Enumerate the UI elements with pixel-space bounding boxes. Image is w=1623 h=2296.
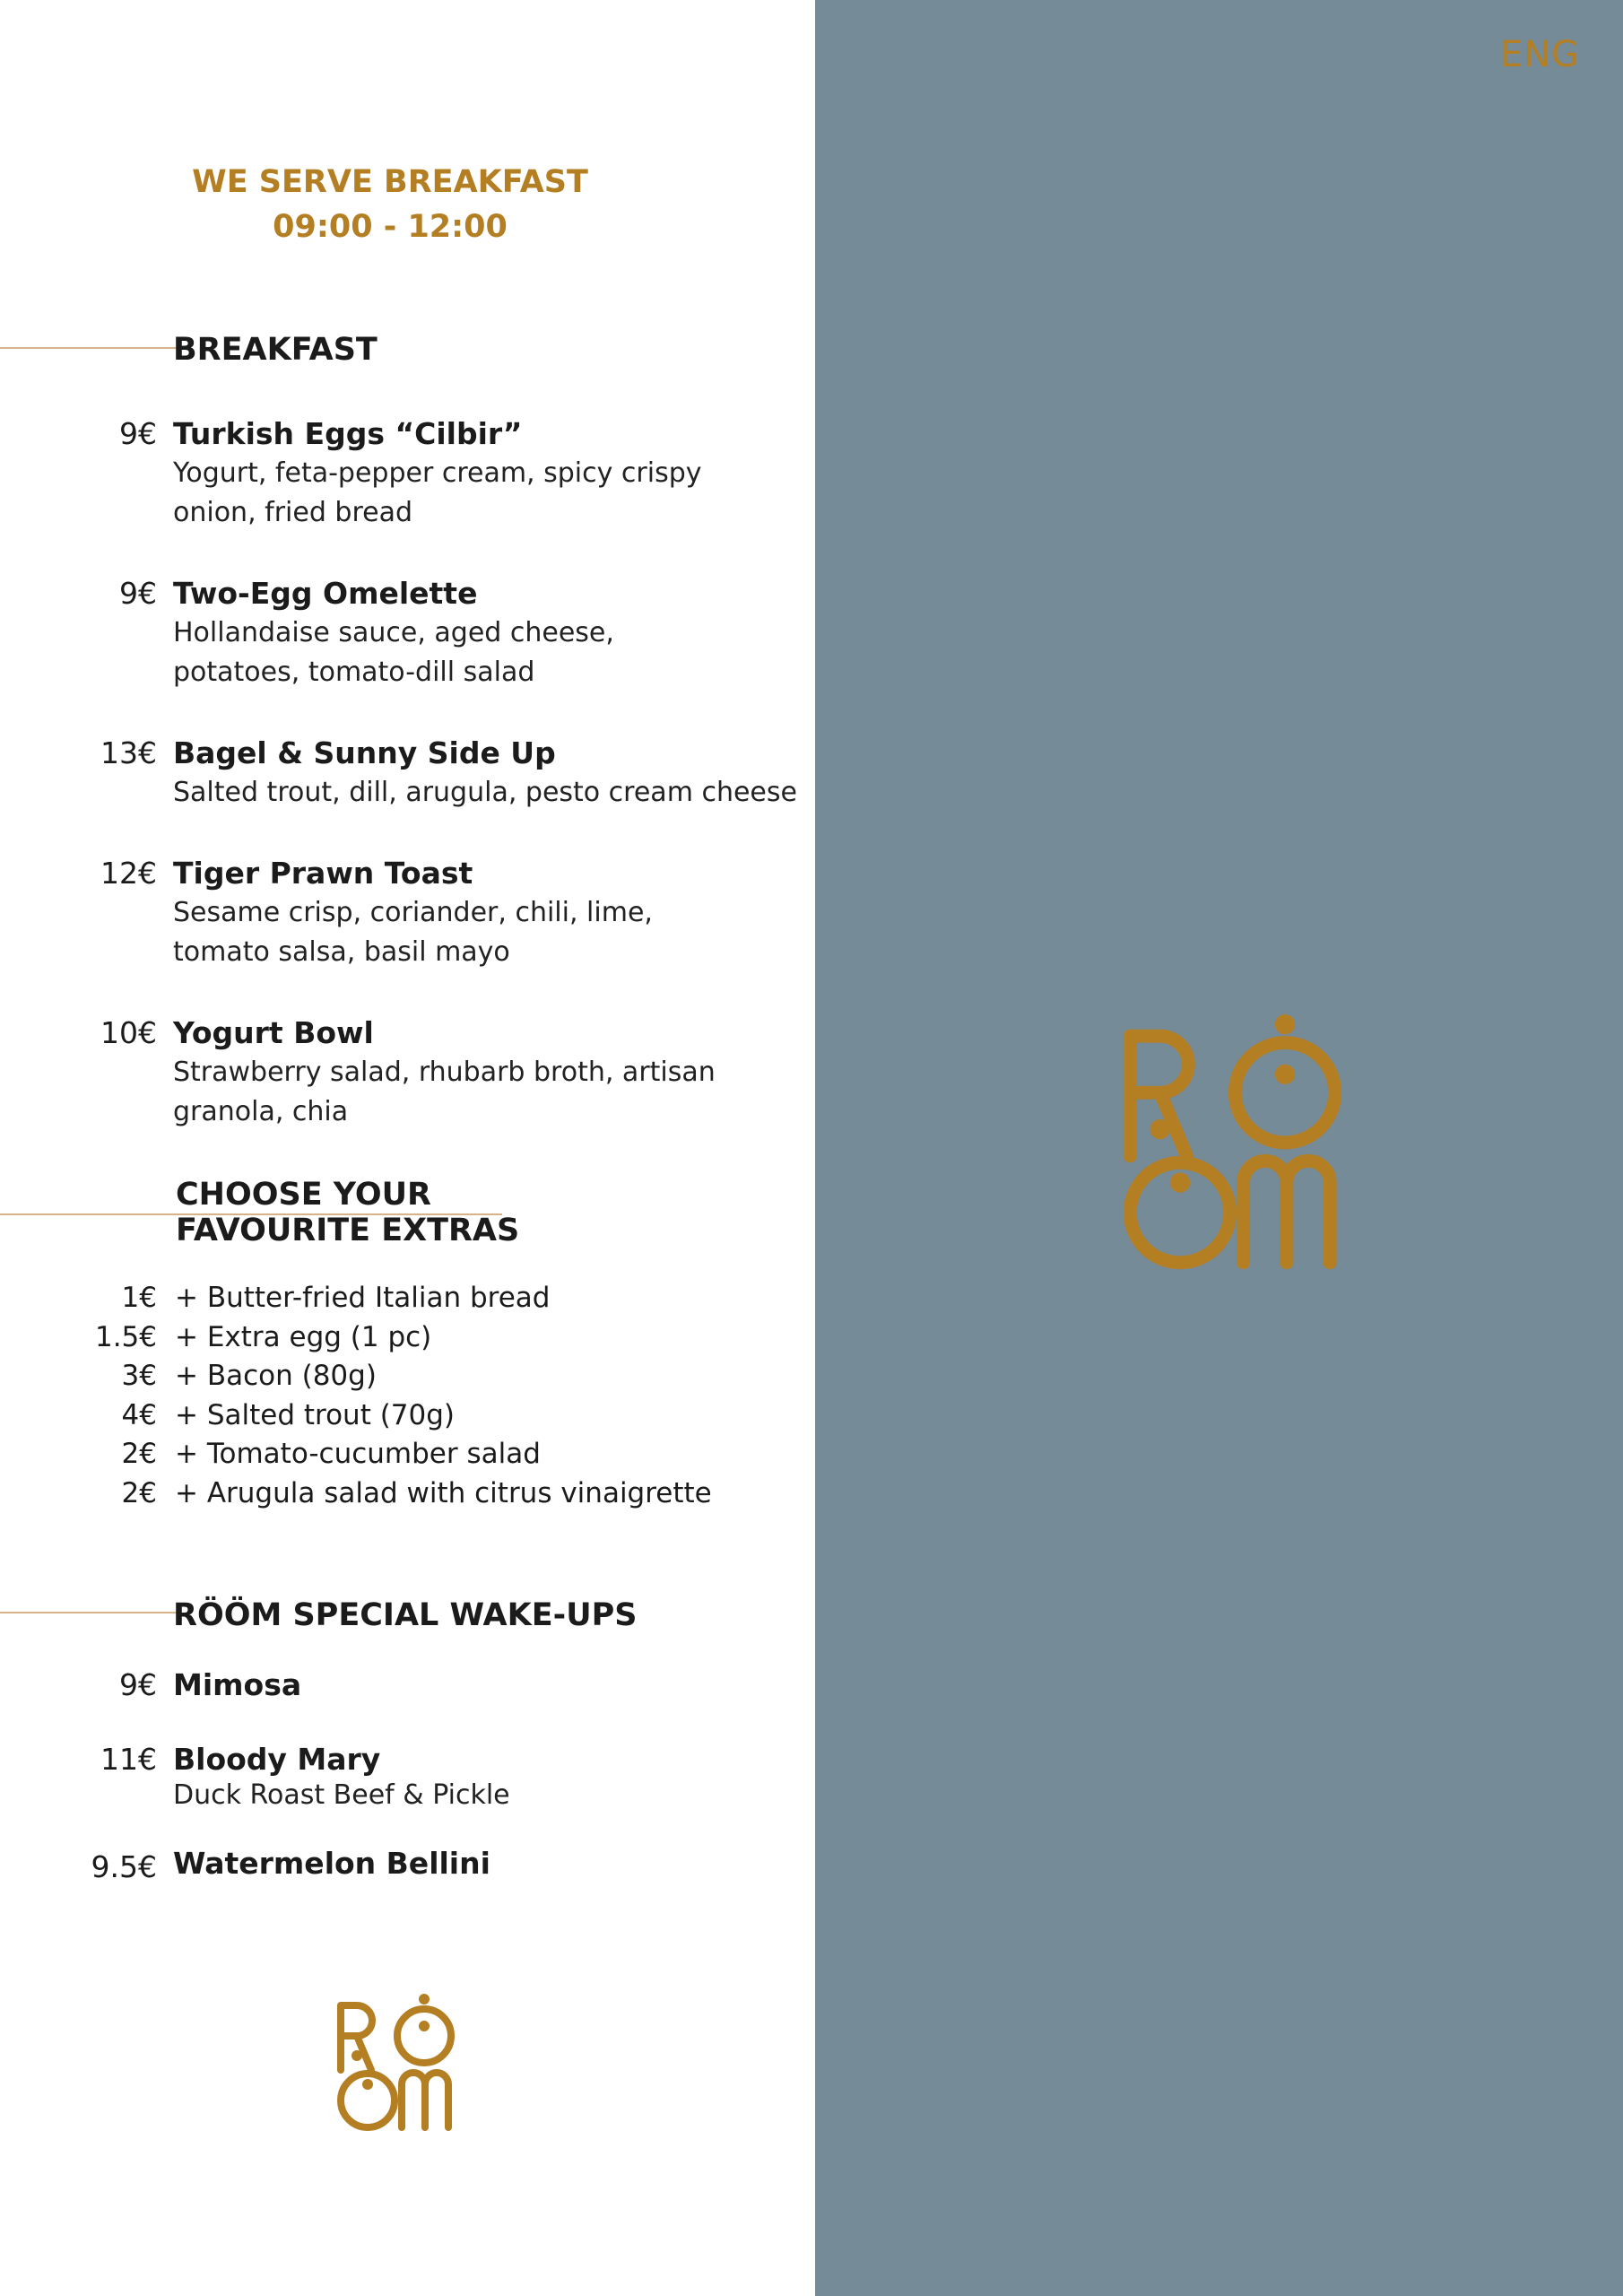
extra-label: + Butter-fried Italian bread <box>175 1282 551 1314</box>
extra-price: 1€ <box>121 1282 157 1314</box>
extra-item <box>0 1396 807 1435</box>
extra-price: 1.5€ <box>94 1321 157 1353</box>
room-logo-icon <box>330 1993 456 2133</box>
item-price: 10€ <box>100 1015 157 1050</box>
item-name: Yogurt Bowl <box>173 1015 374 1050</box>
breakfast-hours <box>0 160 780 249</box>
item-price: 9€ <box>119 416 157 451</box>
item-price: 9€ <box>119 1667 157 1702</box>
extra-label: + Arugula salad with citrus vinaigrette <box>175 1477 712 1509</box>
item-name: Mimosa <box>173 1667 302 1702</box>
extra-label: + Bacon (80g) <box>175 1360 377 1392</box>
item-name: Turkish Eggs “Cilbir” <box>173 416 523 451</box>
extra-item <box>0 1356 807 1396</box>
section-title-extras <box>176 1177 519 1248</box>
hours-time: 09:00 - 12:00 <box>273 209 508 245</box>
extra-price: 4€ <box>121 1399 157 1431</box>
item-description: Yogurt, feta-pepper cream, spicy crispy onion, fried bread <box>173 457 702 528</box>
item-price: 9.5€ <box>91 1849 157 1884</box>
item-description: Hollandaise sauce, aged cheese, potatoes, tomato-dill salad <box>173 617 614 688</box>
item-price: 9€ <box>119 576 157 611</box>
extra-item <box>0 1434 807 1474</box>
item-name: Bloody Mary <box>173 1742 381 1777</box>
extras-title-line: FAVOURITE EXTRAS <box>176 1213 520 1248</box>
extra-price: 2€ <box>121 1477 157 1509</box>
hours-heading: WE SERVE BREAKFAST <box>192 164 588 200</box>
extra-price: 2€ <box>121 1438 157 1470</box>
section-divider <box>0 347 179 349</box>
section-title-wakeups: RÖÖM SPECIAL WAKE-UPS <box>173 1597 638 1633</box>
extra-label: + Salted trout (70g) <box>175 1399 456 1431</box>
item-name: Watermelon Bellini <box>173 1846 490 1881</box>
item-name: Bagel & Sunny Side Up <box>173 735 556 770</box>
room-logo-icon <box>1110 1012 1343 1274</box>
extra-label: + Extra egg (1 pc) <box>175 1321 432 1353</box>
item-price: 13€ <box>100 735 157 770</box>
item-name: Tiger Prawn Toast <box>173 856 473 891</box>
item-description: Salted trout, dill, arugula, pesto cream cheese <box>173 777 797 808</box>
extra-label: + Tomato-cucumber salad <box>175 1438 541 1470</box>
item-price: 11€ <box>100 1742 157 1777</box>
section-title-breakfast: BREAKFAST <box>173 332 378 368</box>
extra-item <box>0 1318 807 1357</box>
language-label[interactable]: ENG <box>1499 34 1580 75</box>
extra-item <box>0 1278 807 1318</box>
item-description: Duck Roast Beef & Pickle <box>173 1779 510 1811</box>
item-price: 12€ <box>100 856 157 891</box>
item-description: Sesame crisp, coriander, chili, lime, tomato salsa, basil mayo <box>173 897 653 968</box>
item-name: Two-Egg Omelette <box>173 576 478 611</box>
item-description: Strawberry salad, rhubarb broth, artisan granola, chia <box>173 1057 716 1127</box>
extra-item <box>0 1474 807 1513</box>
extras-title-line: CHOOSE YOUR <box>176 1177 432 1213</box>
extra-price: 3€ <box>121 1360 157 1392</box>
section-divider <box>0 1612 179 1613</box>
